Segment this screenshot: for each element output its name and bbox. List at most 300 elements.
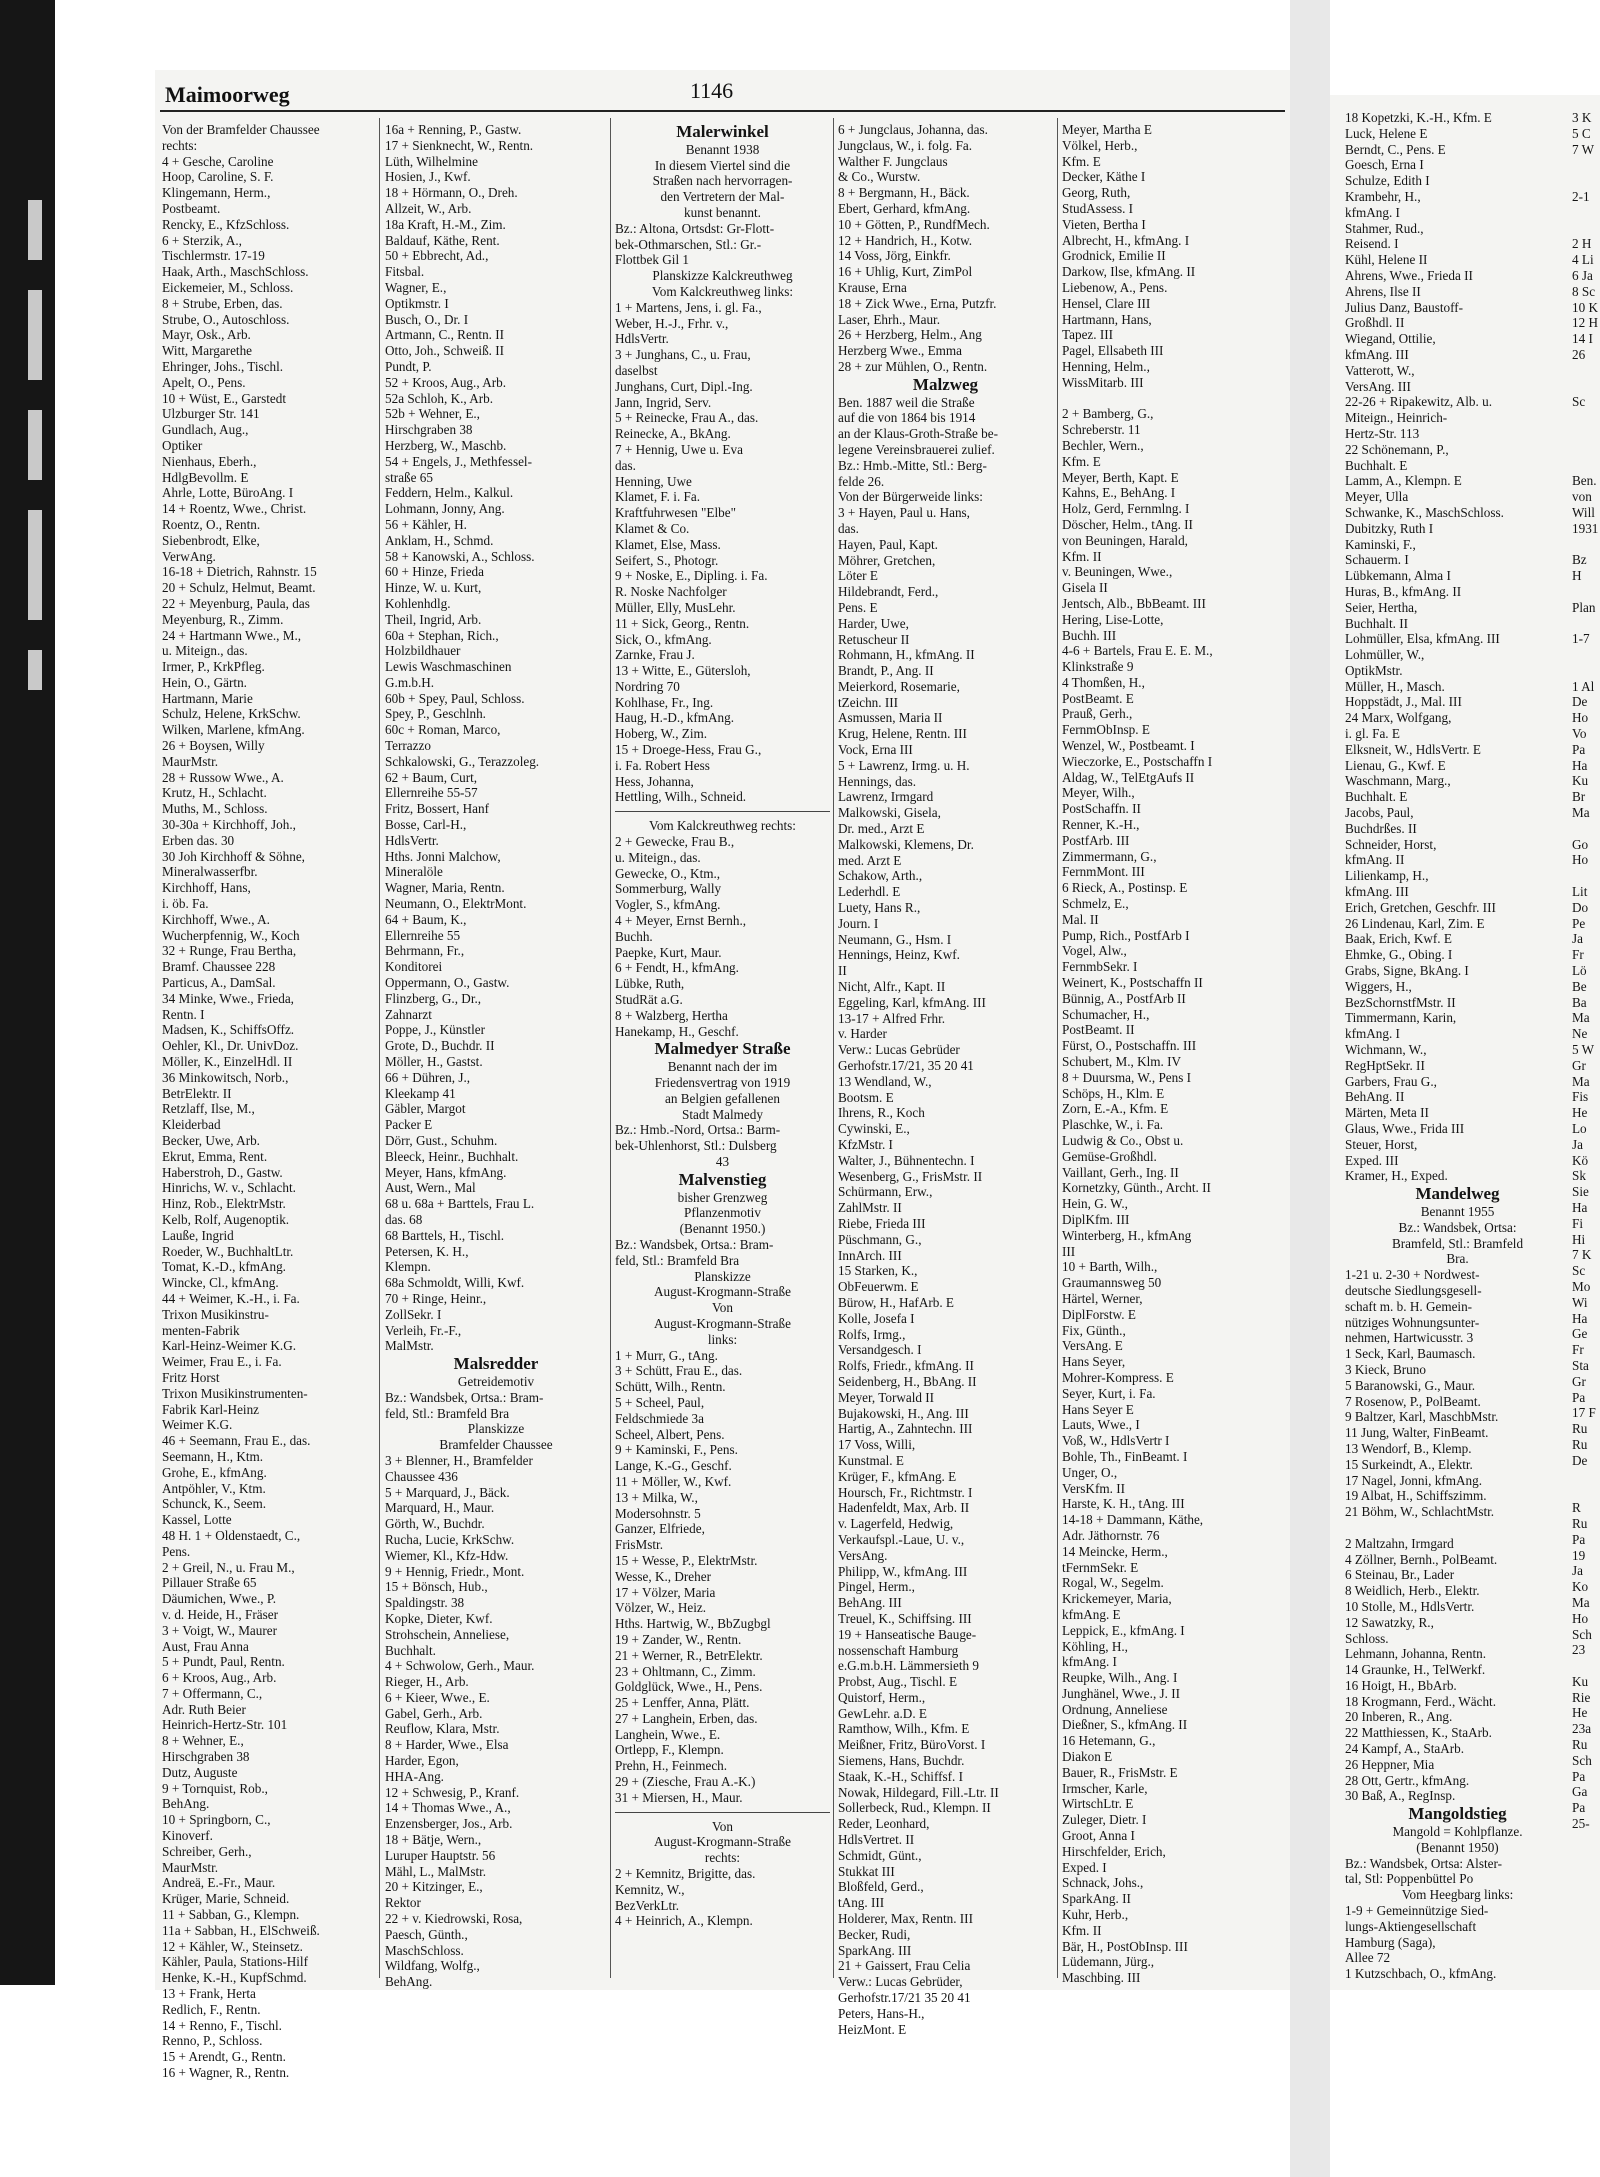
- entry-line: Zimmermann, G.,: [1062, 848, 1157, 864]
- entry-line: Weimer K.G.: [162, 1417, 233, 1433]
- entry-line: Lö: [1572, 963, 1587, 979]
- entry-line: FernmMont. III: [1062, 864, 1145, 880]
- entry-line: Vogler, S., kfmAng.: [615, 897, 721, 913]
- entry-line: Kraftfuhrwesen "Elbe": [615, 505, 736, 521]
- entry-line: Bz.: Wandsbek, Ortsa.: Bram-: [385, 1389, 544, 1405]
- entry-line: DiplKfm. III: [1062, 1211, 1130, 1227]
- entry-line: Ehringer, Johs., Tischl.: [162, 358, 284, 374]
- entry-line: Schwanke, K., MaschSchloss.: [1345, 504, 1504, 520]
- entry-line: Hartmann, Marie: [162, 690, 253, 706]
- entry-line: 3 + Voigt, W., Maurer: [162, 1622, 278, 1638]
- entry-line: Buchh.: [615, 928, 653, 944]
- entry-line: Exped. I: [1062, 1859, 1107, 1875]
- entry-line: 28 + Russow Wwe., A.: [162, 769, 284, 785]
- entry-line: Stadt Malmedy: [682, 1106, 763, 1122]
- entry-line: Wucherpfennig, W., Koch: [162, 927, 300, 943]
- entry-line: kfmAng. I: [1345, 1026, 1400, 1042]
- entry-line: Hartmann, Hans,: [1062, 311, 1152, 327]
- entry-line: Ulzburger Str. 141: [162, 406, 260, 422]
- entry-line: Rohmann, H., kfmAng. II: [838, 647, 975, 663]
- entry-line: Hans Seyer E: [1062, 1401, 1134, 1417]
- entry-line: Ahrle, Lotte, BüroAng. I: [162, 485, 294, 501]
- entry-line: 4 + Meyer, Ernst Bernh.,: [615, 913, 747, 929]
- entry-line: 44 + Weimer, K.-H., i. Fa.: [162, 1290, 300, 1306]
- entry-line: Ma: [1572, 1073, 1590, 1089]
- entry-line: Junghänel, Wwe., J. II: [1062, 1685, 1181, 1701]
- entry-line: HeizMont. E: [838, 2021, 907, 2037]
- entry-line: Hess, Johanna,: [615, 773, 694, 789]
- entry-line: 5 Baranowski, G., Maur.: [1345, 1377, 1476, 1393]
- entry-line: MaurMstr.: [162, 753, 219, 769]
- entry-line: Weber, H.-J., Frhr. v.,: [615, 315, 729, 331]
- entry-line: Do: [1572, 899, 1589, 915]
- entry-line: Sollerbeck, Rud., Klempn. II: [838, 1800, 991, 1816]
- entry-line: 6 Steinau, Br., Lader: [1345, 1567, 1455, 1583]
- section-divider: [615, 1812, 830, 1813]
- entry-line: Dubitzky, Ruth I: [1345, 520, 1434, 536]
- entry-line: III: [1062, 1243, 1076, 1259]
- entry-line: Kirchhoff, Wwe., A.: [162, 911, 270, 927]
- entry-line: 18 Krogmann, Ferd., Wächt.: [1345, 1693, 1497, 1709]
- entry-line: 25-: [1572, 1816, 1590, 1832]
- entry-line: Bz.: Hmb.-Nord, Ortsa.: Barm-: [615, 1122, 781, 1138]
- entry-line: Laser, Ehrh., Maur.: [838, 311, 941, 327]
- entry-line: Ho: [1572, 710, 1589, 726]
- entry-line: 1 + Martens, Jens, i. gl. Fa.,: [615, 299, 762, 315]
- entry-line: Modersohnstr. 5: [615, 1505, 701, 1521]
- entry-line: Sch: [1572, 1626, 1592, 1642]
- entry-line: Buchhalt. E: [1345, 457, 1408, 473]
- entry-line: Bechler, Wern.,: [1062, 437, 1144, 453]
- entry-line: 5 + Scheel, Paul,: [615, 1394, 705, 1410]
- entry-line: 16 + Uhlig, Kurt, ZimPol: [838, 264, 973, 280]
- entry-line: Hoop, Caroline, S. F.: [162, 169, 274, 185]
- entry-line: 13 + Frank, Herta: [162, 1986, 256, 2002]
- entry-line: Hths. Jonni Malchow,: [385, 848, 501, 864]
- entry-line: Decker, Käthe I: [1062, 169, 1146, 185]
- directory-column-3: [615, 122, 830, 1982]
- entry-line: Schmelz, E.,: [1062, 896, 1129, 912]
- entry-line: Sick, O., kfmAng.: [615, 631, 712, 647]
- entry-line: 6 Rieck, A., Postinsp. E: [1062, 880, 1188, 896]
- entry-line: Gewecke, O., Ktm.,: [615, 865, 721, 881]
- entry-line: 13 + Witte, E., Gütersloh,: [615, 663, 751, 679]
- entry-line: Dörr, Gust., Schuhm.: [385, 1133, 498, 1148]
- entry-line: Hinrichs, W. v., Schlacht.: [162, 1180, 296, 1196]
- entry-line: Julius Danz, Baustoff-: [1345, 299, 1464, 315]
- entry-line: Mähl, L., MalMstr.: [385, 1863, 487, 1879]
- entry-line: Georg, Ruth,: [1062, 185, 1131, 201]
- entry-line: 12 Sawatzky, R.,: [1345, 1614, 1434, 1630]
- entry-line: ZahlMstr. II: [838, 1200, 902, 1216]
- entry-line: 17 Nagel, Jonni, kfmAng.: [1345, 1472, 1482, 1488]
- entry-line: Be: [1572, 978, 1587, 994]
- entry-line: lungs-Aktiengesellschaft: [1345, 1918, 1477, 1934]
- entry-line: Hensel, Clare III: [1062, 295, 1151, 311]
- entry-line: Wenzel, W., Postbeamt. I: [1062, 738, 1195, 754]
- entry-line: Buchhalt. E: [1345, 789, 1408, 805]
- entry-line: Holderer, Max, Rentn. III: [838, 1911, 973, 1927]
- entry-line: 4-6 + Bartels, Frau E. E. M.,: [1062, 643, 1213, 659]
- entry-line: 15 Starken, K.,: [838, 1263, 918, 1279]
- section-divider: [615, 811, 830, 812]
- entry-line: Groot, Anna I: [1062, 1828, 1135, 1844]
- entry-line: Hering, Lise-Lotte,: [1062, 611, 1164, 627]
- entry-line: Siemens, Hans, Buchdr.: [838, 1753, 965, 1769]
- entry-line: Brandt, P., Ang. II: [838, 663, 934, 679]
- entry-line: Allzeit, W., Arb.: [385, 200, 472, 216]
- entry-line: Klempn.: [385, 1259, 431, 1275]
- entry-line: Haberstroh, D., Gastw.: [162, 1164, 283, 1180]
- entry-line: 9 + Tornquist, Rob.,: [162, 1780, 268, 1796]
- entry-line: August-Krogmann-Straße: [654, 1284, 791, 1300]
- entry-line: 8 Weidlich, Herb., Elektr.: [1345, 1583, 1480, 1599]
- entry-line: Benannt 1955: [1420, 1203, 1495, 1219]
- entry-line: 16 Hoigt, H., BbArb.: [1345, 1677, 1457, 1693]
- entry-line: Herzberg, W., Maschb.: [385, 437, 507, 453]
- entry-line: Von: [711, 1300, 733, 1316]
- entry-line: 19 + Zander, W., Rentn.: [615, 1631, 742, 1647]
- entry-line: Zuleger, Dietr. I: [1062, 1812, 1147, 1828]
- entry-line: Eggeling, Karl, kfmAng. III: [838, 994, 986, 1010]
- entry-line: Hths. Hartwig, W., BbZugbgl: [615, 1616, 771, 1632]
- entry-line: Hirschgraben 38: [385, 422, 473, 438]
- entry-line: 10 K: [1572, 299, 1599, 315]
- entry-line: Vatterott, W.,: [1345, 362, 1415, 378]
- entry-line: Bleeck, Heinr., Buchhalt.: [385, 1148, 519, 1164]
- entry-line: Dutz, Auguste: [162, 1764, 238, 1780]
- entry-line: 52a Schloh, K., Arb.: [385, 390, 494, 406]
- entry-line: 3 + Blenner, H., Bramfelder: [385, 1452, 533, 1468]
- entry-line: Klinkstraße 9: [1062, 659, 1134, 675]
- entry-line: Roeder, W., BuchhaltLtr.: [162, 1243, 294, 1259]
- entry-line: Bz.: Altona, Ortsdst: Gr-Flott-: [615, 220, 775, 236]
- entry-line: kfmAng. III: [1345, 346, 1409, 362]
- entry-line: Henke, K.-H., KupfSchmd.: [162, 1970, 307, 1986]
- entry-line: Leppick, E., kfmAng. I: [1062, 1622, 1185, 1638]
- entry-line: Ganzer, Elfriede,: [615, 1521, 705, 1537]
- entry-line: Meyer, Wilh.,: [1062, 785, 1135, 801]
- entry-line: StudRät a.G.: [615, 992, 683, 1008]
- entry-line: Krambehr, H.,: [1345, 188, 1421, 204]
- entry-line: Ja: [1572, 1563, 1583, 1579]
- entry-line: Mangold = Kohlpflanze.: [1392, 1824, 1523, 1840]
- entry-line: 4 + Gesche, Caroline: [162, 153, 274, 169]
- entry-line: [1572, 426, 1600, 442]
- entry-line: Klamet & Co.: [615, 520, 690, 536]
- entry-line: Lawrenz, Irmgard: [838, 789, 934, 805]
- entry-line: [1572, 537, 1600, 553]
- entry-line: Zahnarzt: [385, 1006, 432, 1022]
- entry-line: 2 + Bamberg, G.,: [1062, 406, 1154, 422]
- entry-line: FernmbSekr. I: [1062, 959, 1138, 975]
- entry-line: menten-Fabrik: [162, 1322, 240, 1338]
- entry-line: Artmann, C., Rentn. II: [385, 327, 505, 343]
- entry-line: legene Vereinsbrauerei zulief.: [838, 441, 995, 457]
- column-separator: [833, 118, 834, 1978]
- entry-line: Lehmann, Johanna, Rentn.: [1345, 1646, 1486, 1662]
- entry-line: kfmAng. I: [1345, 204, 1400, 220]
- entry-line: Vock, Erna III: [838, 742, 913, 758]
- entry-line: u. Miteign., das.: [615, 849, 701, 865]
- entry-line: Vaillant, Gerh., Ing. II: [1062, 1164, 1179, 1180]
- entry-line: Pundt, P.: [385, 358, 432, 374]
- entry-line: 50 + Ebbrecht, Ad.,: [385, 248, 489, 264]
- entry-line: Postbeamt.: [162, 200, 221, 216]
- entry-line: Feddern, Helm., Kalkul.: [385, 485, 514, 501]
- entry-line: Mayr, Osk., Arb.: [162, 327, 251, 343]
- entry-line: Grabs, Signe, BkAng. I: [1345, 963, 1469, 979]
- entry-line: Gr: [1572, 1373, 1586, 1389]
- entry-line: 7 W: [1572, 141, 1595, 157]
- entry-line: 10 + Götten, P., RundfMech.: [838, 216, 990, 232]
- entry-line: Madsen, K., SchiffsOffz.: [162, 1022, 295, 1038]
- entry-line: Mal. II: [1062, 911, 1099, 927]
- entry-line: Ru: [1572, 1515, 1588, 1531]
- entry-line: Grote, D., Buchdr. II: [385, 1038, 495, 1054]
- entry-line: 2 + Kemnitz, Brigitte, das.: [615, 1866, 756, 1882]
- entry-line: nütziges Wohnungsunter-: [1345, 1314, 1480, 1330]
- entry-line: Optiker: [162, 437, 203, 453]
- entry-line: Hettling, Wilh., Schneid.: [615, 789, 747, 805]
- entry-line: Rektor: [385, 1895, 421, 1911]
- entry-line: Meyer, Torwald II: [838, 1389, 935, 1405]
- entry-line: das.: [615, 457, 636, 473]
- entry-line: nehmen, Hartwicusstr. 3: [1345, 1330, 1474, 1346]
- entry-line: 24 Kampf, A., StaArb.: [1345, 1741, 1465, 1757]
- entry-line: 12 H: [1572, 315, 1599, 331]
- entry-line: 5 + Pundt, Paul, Rentn.: [162, 1654, 285, 1670]
- entry-line: Buchh. III: [1062, 627, 1117, 643]
- street-heading: Malsredder: [453, 1354, 539, 1374]
- entry-line: Wagner, E.,: [385, 279, 447, 295]
- entry-line: & Co., Wurstw.: [838, 169, 921, 185]
- entry-line: Bramfeld, Stl.: Bramfeld: [1391, 1235, 1524, 1251]
- entry-line: Schneider, Horst,: [1345, 836, 1437, 852]
- entry-line: 68 Barttels, H., Tischl.: [385, 1227, 505, 1243]
- entry-line: Seyer, Kurt, i. Fa.: [1062, 1385, 1156, 1401]
- entry-line: Krüger, Marie, Schneid.: [162, 1891, 290, 1907]
- entry-line: 9 + Kaminski, F., Pens.: [615, 1442, 738, 1458]
- entry-line: 28 + zur Mühlen, O., Rentn.: [838, 358, 988, 374]
- entry-line: 9 + Hennig, Friedr., Mont.: [385, 1563, 525, 1579]
- entry-line: Diakon E: [1062, 1749, 1113, 1765]
- directory-column-1: [162, 122, 374, 2081]
- entry-line: 14 + Thomas Wwe., A.,: [385, 1800, 511, 1816]
- entry-line: [1572, 458, 1600, 474]
- entry-line: 7 Rosenow, P., PolBeamt.: [1345, 1393, 1481, 1409]
- entry-line: Dr. med., Arzt E: [838, 821, 925, 837]
- entry-line: Buchdrßes. II: [1345, 820, 1417, 836]
- entry-line: Zarnke, Frau J.: [615, 647, 695, 663]
- entry-line: Völkel, Herb.,: [1062, 137, 1138, 153]
- entry-line: Ludwig & Co., Obst u.: [1062, 1133, 1184, 1148]
- entry-line: 14 I: [1572, 331, 1593, 347]
- entry-line: Fis: [1572, 1089, 1589, 1105]
- entry-line: VersAng.: [838, 1547, 888, 1563]
- entry-line: Schloss.: [1345, 1630, 1389, 1646]
- entry-line: Fritz, Bossert, Hanf: [385, 801, 490, 817]
- column-separator: [610, 118, 611, 1978]
- entry-line: Irmscher, Karle,: [1062, 1780, 1148, 1796]
- entry-line: Aldag, W., TelEtgAufs II: [1062, 769, 1195, 785]
- entry-line: WissMitarb. III: [1062, 374, 1144, 390]
- entry-line: Vom Kalckreuthweg rechts:: [649, 818, 796, 834]
- entry-line: OptikMstr.: [1345, 662, 1403, 678]
- entry-line: 10 + Springborn, C.,: [162, 1812, 271, 1828]
- entry-line: Stukkat III: [838, 1863, 895, 1879]
- entry-line: 6 + Kieer, Wwe., E.: [385, 1689, 490, 1705]
- entry-line: [1572, 410, 1600, 426]
- entry-line: GewLehr. a.D. E: [838, 1705, 927, 1721]
- entry-line: Löter E: [838, 568, 878, 584]
- entry-line: Fitsbal.: [385, 264, 425, 280]
- entry-line: Heinrich-Hertz-Str. 101: [162, 1717, 288, 1733]
- entry-line: He: [1572, 1105, 1588, 1121]
- entry-line: 66 + Dühren, J.,: [385, 1069, 471, 1085]
- entry-line: Schöps, H., Klm. E: [1062, 1085, 1165, 1101]
- entry-line: 34 Minke, Wwe., Frieda,: [162, 990, 294, 1006]
- entry-line: 1-21 u. 2-30 + Nordwest-: [1345, 1267, 1480, 1283]
- entry-line: Jacobs, Paul,: [1345, 805, 1414, 821]
- entry-line: Grohe, E., kfmAng.: [162, 1464, 267, 1480]
- entry-line: feld, Stl.: Bramfeld Bra: [385, 1405, 510, 1421]
- entry-line: Meyer, Hans, kfmAng.: [385, 1164, 507, 1180]
- entry-line: 16 + Wagner, R., Rentn.: [162, 2065, 290, 2081]
- entry-line: Lauts, Wwe., I: [1062, 1417, 1140, 1433]
- entry-line: 8 + Bergmann, H., Bäck.: [838, 185, 970, 201]
- entry-line: 5 + Marquard, J., Bäck.: [385, 1484, 510, 1500]
- entry-line: rechts:: [704, 1850, 741, 1866]
- entry-line: Packer E: [385, 1117, 433, 1133]
- entry-line: Bra.: [1446, 1251, 1469, 1267]
- entry-line: Möller, K., EinzelHdl. II: [162, 1054, 293, 1070]
- entry-line: II: [838, 963, 847, 979]
- entry-line: 60c + Roman, Marco,: [385, 722, 501, 738]
- entry-line: Klamet, F. i. Fa.: [615, 489, 701, 505]
- entry-line: Schnack, Johs.,: [1062, 1875, 1144, 1891]
- entry-line: Neumann, O., ElektrMont.: [385, 896, 527, 912]
- entry-line: 17 F: [1572, 1405, 1596, 1421]
- entry-line: i. gl. Fa. E: [1345, 726, 1400, 742]
- entry-line: Sc: [1572, 394, 1586, 410]
- entry-line: Liebenow, A., Pens.: [1062, 279, 1168, 295]
- entry-line: Kolle, Josefa I: [838, 1310, 915, 1326]
- entry-line: 4 Thomßen, H.,: [1062, 674, 1145, 690]
- street-heading: Malerwinkel: [676, 122, 769, 141]
- entry-line: 7 + Hennig, Uwe u. Eva: [615, 441, 743, 457]
- entry-line: Mo: [1572, 1278, 1591, 1294]
- entry-line: Seemann, H., Ktm.: [162, 1448, 264, 1464]
- entry-line: R: [1572, 1500, 1581, 1516]
- entry-line: Bohle, Th., FinBeamt. I: [1062, 1448, 1188, 1464]
- entry-line: 10 + Barth, Wilh.,: [1062, 1259, 1158, 1275]
- entry-line: G.m.b.H.: [385, 674, 435, 690]
- entry-line: Fabrik Karl-Heinz: [162, 1401, 260, 1417]
- entry-line: Kaminski, F.,: [1345, 536, 1416, 552]
- street-heading: Malmedyer Straße: [654, 1039, 791, 1059]
- entry-line: Steuer, Horst,: [1345, 1136, 1418, 1152]
- entry-line: Ramthow, Wilh., Kfm. E: [838, 1721, 970, 1737]
- entry-line: 22 + Meyenburg, Paula, das: [162, 595, 310, 611]
- entry-line: Langhein, Wwe., E.: [615, 1726, 721, 1742]
- entry-line: 3 Kieck, Bruno: [1345, 1361, 1426, 1377]
- entry-line: tAng. III: [838, 1895, 885, 1911]
- entry-line: [1572, 1658, 1600, 1674]
- entry-line: Bootsm. E: [838, 1089, 894, 1105]
- entry-line: [1572, 205, 1600, 221]
- entry-line: 13-17 + Alfred Frhr.: [838, 1010, 946, 1026]
- entry-line: Großhdl. II: [1345, 315, 1405, 331]
- entry-line: Wincke, Cl., kfmAng.: [162, 1275, 279, 1291]
- entry-line: Fi: [1572, 1215, 1583, 1231]
- entry-line: 15 + Bönsch, Hub.,: [385, 1579, 488, 1595]
- entry-line: v. Beuningen, Wwe.,: [1062, 564, 1173, 580]
- entry-line: Sie: [1572, 1184, 1589, 1200]
- entry-line: 31 + Miersen, H., Maur.: [615, 1789, 743, 1805]
- entry-line: Krüger, F., kfmAng. E: [838, 1468, 957, 1484]
- entry-line: DiplForstw. E: [1062, 1306, 1136, 1322]
- page-gutter: [1290, 0, 1330, 2177]
- entry-line: WirtschLtr. E: [1062, 1796, 1134, 1812]
- entry-line: an der Klaus-Groth-Straße be-: [838, 426, 999, 442]
- directory-column-7: [1572, 110, 1600, 1970]
- entry-line: Görth, W., Buchdr.: [385, 1516, 485, 1532]
- entry-line: Exped. III: [1345, 1152, 1399, 1168]
- entry-line: Mineralwasserfbr.: [162, 864, 258, 880]
- entry-line: Ru: [1572, 1436, 1588, 1452]
- entry-line: 2 + Gewecke, Frau B.,: [615, 834, 735, 850]
- street-heading: Mangoldstieg: [1408, 1804, 1507, 1824]
- entry-line: Becker, Rudi,: [838, 1926, 911, 1942]
- entry-line: Prauß, Gerh.,: [1062, 706, 1133, 722]
- entry-line: Rentn. I: [162, 1006, 205, 1022]
- entry-line: Maschbing. III: [1062, 1970, 1141, 1986]
- entry-line: Seier, Hertha,: [1345, 599, 1418, 615]
- entry-line: Oppermann, O., Gastw.: [385, 975, 510, 991]
- entry-line: FrisMstr.: [615, 1537, 664, 1553]
- entry-line: PostBeamt. II: [1062, 1022, 1135, 1038]
- entry-line: Karl-Heinz-Weimer K.G.: [162, 1338, 297, 1354]
- entry-line: u. Miteign., das.: [162, 643, 248, 659]
- entry-line: Pflanzenmotiv: [684, 1205, 761, 1221]
- entry-line: [1572, 868, 1600, 884]
- entry-line: Schauerm. I: [1345, 552, 1409, 568]
- entry-line: 16a + Renning, P., Gastw.: [385, 122, 522, 137]
- entry-line: Schakow, Arth.,: [838, 868, 923, 884]
- entry-line: Nienhaus, Eberh.,: [162, 453, 257, 469]
- entry-line: Vieten, Bertha I: [1062, 216, 1146, 232]
- entry-line: 20 + Schulz, Helmut, Beamt.: [162, 580, 316, 596]
- entry-line: 60b + Spey, Paul, Schloss.: [385, 690, 525, 706]
- entry-line: Journ. I: [838, 915, 879, 931]
- entry-line: 21 Böhm, W., SchlachtMstr.: [1345, 1504, 1495, 1520]
- entry-line: 6 + Sterzik, A.,: [162, 232, 242, 248]
- entry-line: Von der Bramfelder Chaussee: [162, 122, 320, 137]
- entry-line: Wi: [1572, 1294, 1588, 1310]
- entry-line: 30-30a + Kirchhoff, Joh.,: [162, 817, 296, 833]
- entry-line: 30 Joh Kirchhoff & Söhne,: [162, 848, 305, 864]
- entry-line: Erben das. 30: [162, 832, 235, 848]
- entry-line: Hi: [1572, 1231, 1586, 1247]
- entry-line: 11 Jung, Walter, FinBeamt.: [1345, 1425, 1489, 1441]
- entry-line: von Beuningen, Harald,: [1062, 532, 1188, 548]
- entry-line: Buchhalt. II: [1345, 615, 1408, 631]
- entry-line: 1-9 + Gemeinnützige Sied-: [1345, 1903, 1489, 1919]
- entry-line: 17 + Völzer, Maria: [615, 1584, 716, 1600]
- entry-line: 7 + Offermann, C.,: [162, 1685, 263, 1701]
- entry-line: Schubert, M., Klm. IV: [1062, 1054, 1182, 1070]
